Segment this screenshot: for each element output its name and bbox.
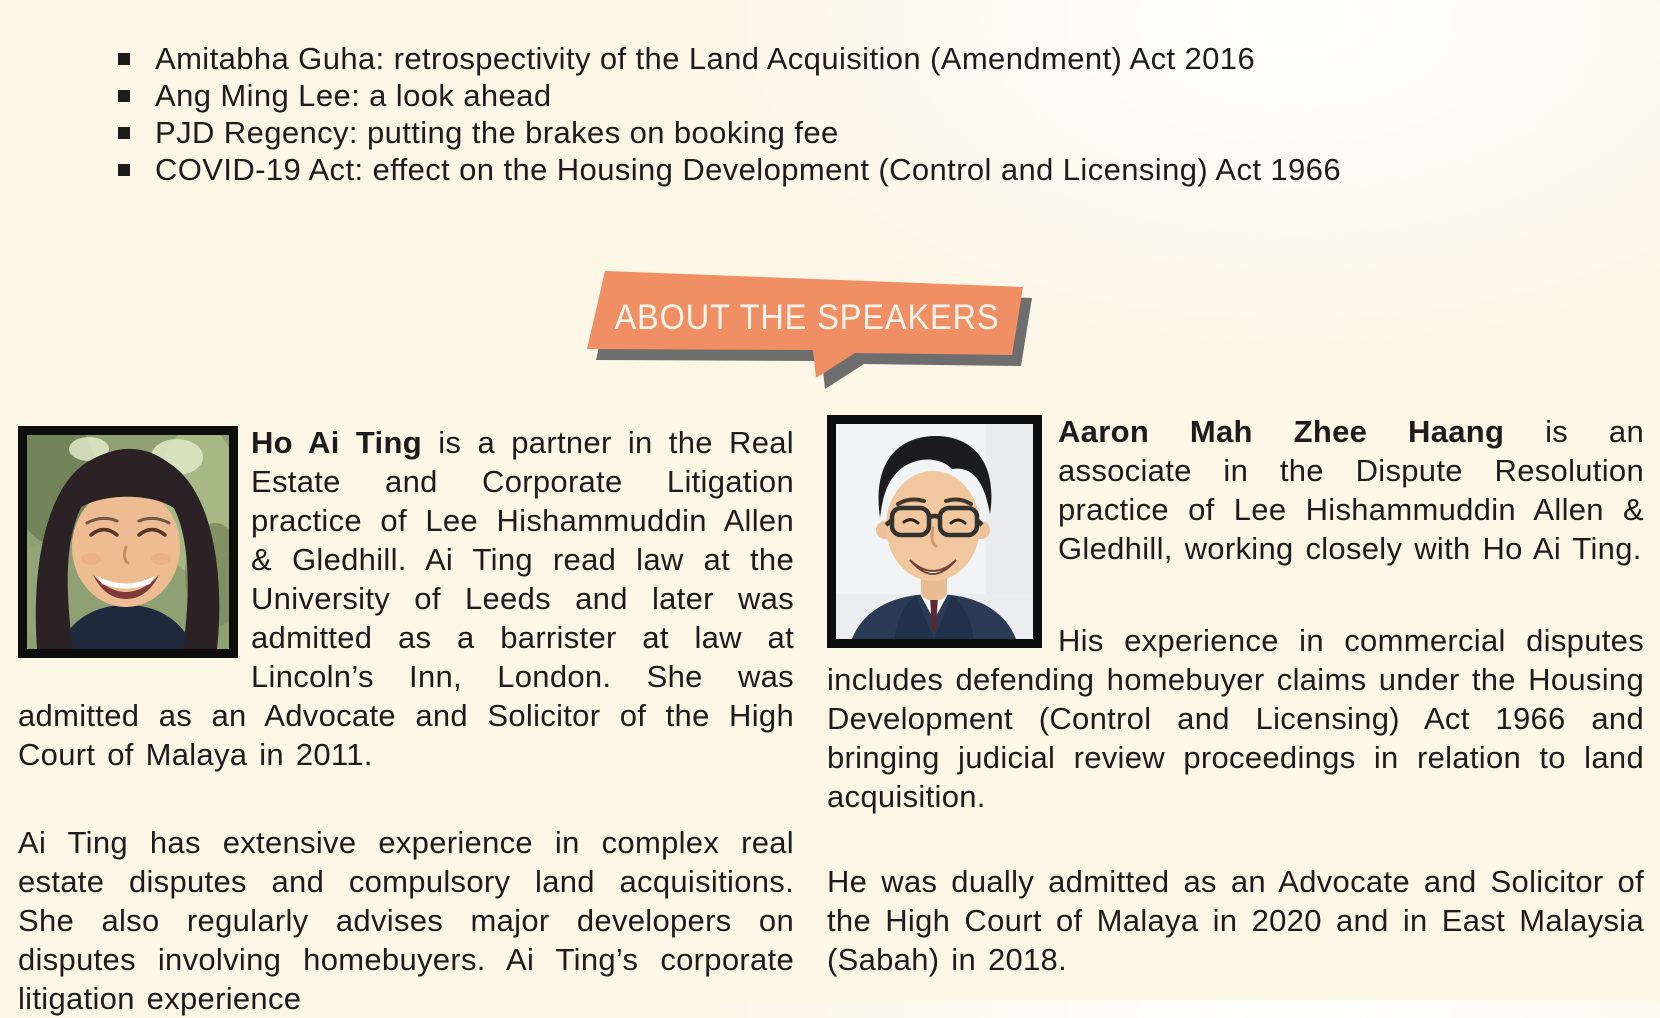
about-speakers-banner xyxy=(560,250,1040,400)
topic-text: Ang Ming Lee: a look ahead xyxy=(155,78,552,113)
bio-text: is a partner in the Real Estate and Corporate Litigation practice of Lee Hishammuddin Allen & Gledhill. Ai Ting read law at the University of Leeds and later was admitted as a barrister at law at Lincoln’s Inn, London. She was admitted as an Advocate and Solicitor of the High Court of Malaya in 2011. xyxy=(18,425,794,772)
square-bullet-icon xyxy=(118,53,130,65)
topics-list xyxy=(118,40,1578,188)
topic-text: PJD Regency: putting the brakes on booking fee xyxy=(155,115,839,150)
ho-ai-ting-photo xyxy=(18,426,238,658)
bio-text: is an associate in the Dispute Resolution practice of Lee Hishammuddin Allen & Gledhill, working closely with Ho Ai Ting. xyxy=(1058,414,1644,566)
speaker-section-ho-ai-ting xyxy=(18,423,794,1018)
topic-item xyxy=(118,114,1578,151)
aaron-mah-photo xyxy=(827,415,1042,648)
topic-item xyxy=(118,40,1578,77)
topic-text: COVID-19 Act: effect on the Housing Development (Control and Licensing) Act 1966 xyxy=(155,152,1341,187)
square-bullet-icon xyxy=(118,127,130,139)
man-portrait-illustration xyxy=(836,424,1033,639)
square-bullet-icon xyxy=(118,90,130,102)
square-bullet-icon xyxy=(118,164,130,176)
bio-paragraph-2: His experience in commercial disputes includes defending homebuyer claims under the Housing Development (Control and Licensing) Act 1966 and bringing judicial review proceedings in relation to land acquisition. xyxy=(827,623,1644,814)
speaker-name: Ho Ai Ting xyxy=(251,425,422,460)
topic-text: Amitabha Guha: retrospectivity of the Land Acquisition (Amendment) Act 2016 xyxy=(155,41,1256,76)
speaker-section-aaron-mah xyxy=(827,412,1644,979)
banner-title: ABOUT THE SPEAKERS xyxy=(614,298,1000,337)
bio-paragraph-3: He was dually admitted as an Advocate and Solicitor of the High Court of Malaya in 2020 and in East Malaysia (Sabah) in 2018. xyxy=(827,864,1644,977)
bio-paragraph-2: Ai Ting has extensive experience in complex real estate disputes and compulsory land acquisitions. She also regularly advises major developers on disputes involving homebuyers. Ai Ting’s corporate litigation experience xyxy=(18,825,794,1016)
woman-portrait-illustration xyxy=(27,435,229,649)
topic-item xyxy=(118,151,1578,188)
ribbon-graphic xyxy=(560,250,1040,400)
topic-item xyxy=(118,77,1578,114)
speaker-name: Aaron Mah Zhee Haang xyxy=(1058,414,1505,449)
